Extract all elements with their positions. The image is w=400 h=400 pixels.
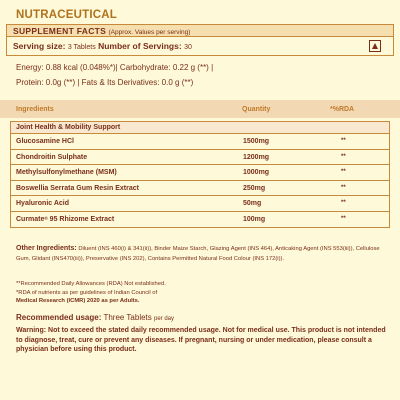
ingredient-name-suffix: 95 Rhizome Extract [47,215,115,223]
page-heading: NUTRACEUTICAL [16,9,117,21]
ingredients-table [10,121,390,228]
energy-line-2: Protein: 0.0g (**) | Fats & Its Derivatives: 0.0 g (**) [16,78,194,87]
recommended-usage-label: Recommended usage: [16,313,102,322]
table-row [11,150,389,166]
supplement-facts-bar [7,25,393,37]
table-row [11,212,389,228]
ingredients-header [0,100,400,118]
ingredient-rda: ** [341,138,346,144]
ingredient-name: Hyaluronic Acid [16,200,70,207]
ingredient-name: Chondroitin Sulphate [16,153,88,161]
other-ingredients-label: Other Ingredients: [16,245,77,252]
other-ingredients [16,244,386,264]
ingredient-qty: 250mg [243,184,266,192]
ingredient-name: Methylsulfonylmethane (MSM) [16,169,117,176]
supplement-facts-title: SUPPLEMENT FACTS [13,26,107,36]
ingredient-qty: 50mg [243,200,262,207]
ingredient-rda: ** [341,153,346,160]
serving-size-label: Serving size: [13,41,66,51]
registered-mark: ® [44,215,48,221]
ingredient-name [16,216,114,223]
ingredient-group: Joint Health & Mobility Support [11,122,389,134]
servings-label: Number of Servings: [98,41,182,51]
non-veg-symbol-icon [369,40,381,52]
col-rda: *%RDA [330,106,355,113]
rda-note-line-3: Medical Research (ICMR) 2020 as per Adults. [16,298,140,304]
energy-line-1: Energy: 0.88 kcal (0.048%*)| Carbohydrate: 0.22 g (**) | [16,63,214,72]
rda-note [16,280,386,306]
ingredient-qty: 1000mg [243,169,270,176]
ingredient-rda: ** [341,169,346,175]
ingredient-rda: ** [341,200,346,206]
ingredient-rda: ** [341,184,346,191]
ingredient-name: Boswellia Serrata Gum Resin Extract [16,184,139,192]
recommended-usage-suffix: per day [154,316,175,322]
col-ingredients: Ingredients [16,106,54,113]
rda-note-line-1: **Recommended Daily Allowances (RDA) Not established. [16,281,166,287]
table-row [11,165,389,181]
supplement-facts-box [6,24,394,56]
ingredient-name: Glucosamine HCl [16,138,74,145]
rda-note-line-2: *RDA of nutrients as per guidelines of Indian Council of [16,289,158,296]
serving-size-value: 3 Tablets [67,44,96,51]
ingredient-rda: ** [341,215,346,222]
ingredient-qty: 1200mg [243,153,270,161]
energy-info [16,60,386,90]
other-ingredients-text: Diluent (INS 460(i) & 341(ii)), Binder Maize Starch, Glazing Agent (INS 464), Anticaking Agent (INS 553(iii)), Cellulose Gum, Glidant (INS470(iii)), Preservative (INS 202), Contains Permitted Natural Food Colour (INS 172(i)). [16,246,380,262]
ingredient-qty: 100mg [243,215,266,223]
recommended-usage [16,313,174,322]
recommended-usage-value: Three Tablets [103,313,152,322]
ingredient-qty: 1500mg [243,138,270,145]
serving-row [13,39,192,55]
servings-value: 30 [184,44,192,51]
ingredient-name-main: Curmate [16,215,45,223]
supplement-facts-note: (Approx. Values per serving) [108,29,191,36]
table-row [11,134,389,150]
col-quantity: Quantity [242,106,271,113]
warning-text: Warning: Not to exceed the stated daily recommended usage. Not for medical use. This product is not intended to diagnose, treat, cure or prevent any diseases. If pregnant, nursing or under medication, please consult a physician before using this product. [16,327,386,353]
table-row [11,181,389,197]
table-row [11,196,389,212]
